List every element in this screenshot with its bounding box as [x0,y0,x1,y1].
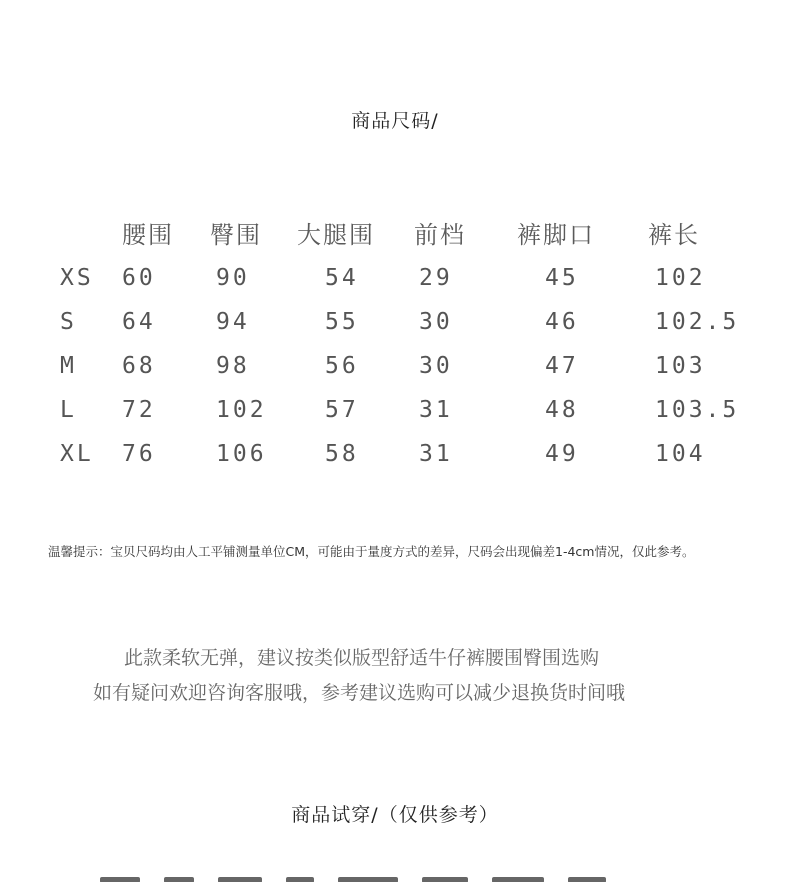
table-cell: 45 [545,265,579,291]
table-cell: 46 [545,309,579,335]
table-cell: 47 [545,353,579,379]
table-cell: 31 [419,397,453,423]
table-cell: 102.5 [655,309,740,335]
header-length: 裤长 [648,221,700,249]
table-cell: 103.5 [655,397,740,423]
table-cell: 60 [122,265,156,291]
table-cell: 90 [216,265,250,291]
table-cell: 48 [545,397,579,423]
table-cell: 103 [655,353,706,379]
table-cell: 102 [655,265,706,291]
table-cell: 56 [325,353,359,379]
table-cell: 31 [419,441,453,467]
table-cell: 76 [122,441,156,467]
table-cell: 98 [216,353,250,379]
header-front-rise: 前档 [414,221,466,249]
size-section-title: 商品尺码/ [351,110,439,132]
table-cell: 49 [545,441,579,467]
table-cell: 94 [216,309,250,335]
size-label-l: L [60,397,77,423]
table-cell: 72 [122,397,156,423]
size-label-m: M [60,353,77,379]
table-cell: 102 [216,397,267,423]
table-cell: 57 [325,397,359,423]
size-label-s: S [60,309,77,335]
table-cell: 68 [122,353,156,379]
table-cell: 58 [325,441,359,467]
table-cell: 64 [122,309,156,335]
size-label-xs: XS [60,265,94,291]
table-cell: 30 [419,353,453,379]
table-cell: 30 [419,309,453,335]
header-thigh: 大腿围 [297,221,375,249]
table-cell: 29 [419,265,453,291]
table-cell: 54 [325,265,359,291]
advice-line-1: 此款柔软无弹，建议按类似版型舒适牛仔裤腰围臀围选购 [124,647,600,669]
measurement-note: 温馨提示：宝贝尺码均由人工平铺测量单位CM，可能由于量度方式的差异，尺码会出现偏差1-4cm情况，仅此参考。 [48,544,695,559]
tryon-section-title: 商品试穿/（仅供参考） [291,804,499,826]
header-hip: 臀围 [210,221,262,249]
advice-line-2: 如有疑问欢迎咨询客服哦，参考建议选购可以减少退换货时间哦 [93,682,626,704]
header-waist: 腰围 [122,221,174,249]
header-leg-opening: 裤脚口 [517,221,595,249]
size-label-xl: XL [60,441,94,467]
table-cell: 106 [216,441,267,467]
table-cell: 55 [325,309,359,335]
table-cell: 104 [655,441,706,467]
